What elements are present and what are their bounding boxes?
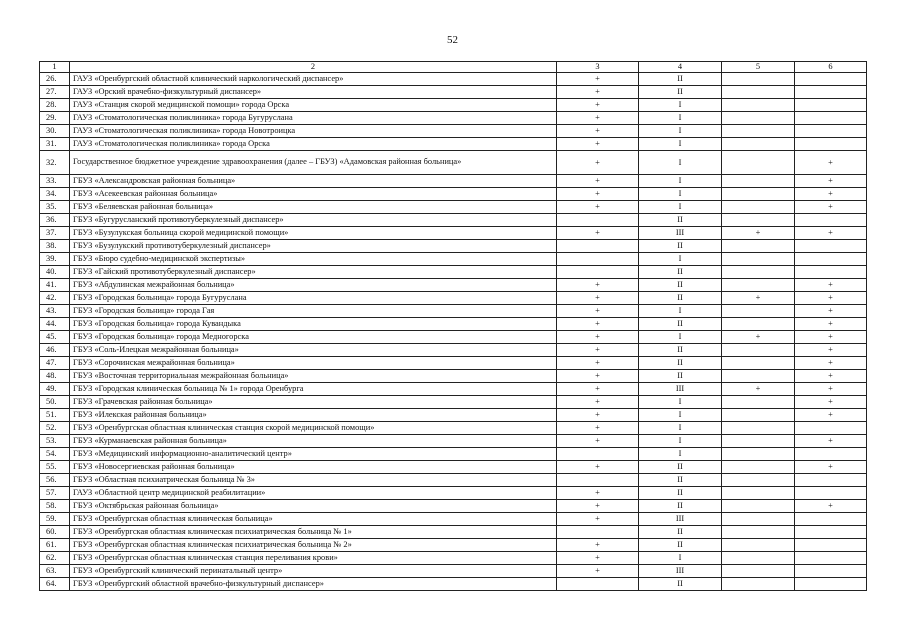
column-3-mark: +: [557, 396, 639, 409]
organization-name: ГБУЗ «Оренбургская областная клиническая психиатрическая больница № 1»: [70, 526, 557, 539]
level-value: II: [639, 292, 722, 305]
table-row: [40, 526, 867, 539]
level-value: II: [639, 370, 722, 383]
organization-name: ГБУЗ «Бюро судебно-медицинской экспертизы»: [70, 253, 557, 266]
organization-name: ГБУЗ «Курманаевская районная больница»: [70, 435, 557, 448]
column-6-mark: +: [795, 279, 867, 292]
organization-name: ГАУЗ «Орский врачебно-физкультурный диспансер»: [70, 86, 557, 99]
organization-name: ГБУЗ «Оренбургская областная клиническая больница»: [70, 513, 557, 526]
level-value: I: [639, 435, 722, 448]
row-number: 46.: [40, 344, 70, 357]
column-6-mark: +: [795, 305, 867, 318]
column-5-mark: [722, 305, 795, 318]
column-5-mark: [722, 487, 795, 500]
row-number: 27.: [40, 86, 70, 99]
row-number: 28.: [40, 99, 70, 112]
level-value: II: [639, 344, 722, 357]
column-6-mark: +: [795, 318, 867, 331]
level-value: I: [639, 138, 722, 151]
column-6-mark: +: [795, 500, 867, 513]
level-value: I: [639, 253, 722, 266]
column-5-mark: +: [722, 331, 795, 344]
table-row: [40, 448, 867, 461]
table-row: [40, 73, 867, 86]
column-5-mark: [722, 539, 795, 552]
organization-name: ГБУЗ «Оренбургская областная клиническая психиатрическая больница № 2»: [70, 539, 557, 552]
organization-name: ГБУЗ «Областная психиатрическая больница № 3»: [70, 474, 557, 487]
level-value: II: [639, 73, 722, 86]
column-3-mark: +: [557, 151, 639, 175]
row-number: 56.: [40, 474, 70, 487]
row-number: 50.: [40, 396, 70, 409]
level-value: I: [639, 99, 722, 112]
row-number: 33.: [40, 175, 70, 188]
organization-name: ГБУЗ «Грачевская районная больница»: [70, 396, 557, 409]
column-5-mark: [722, 138, 795, 151]
organization-name: ГБУЗ «Сорочинская межрайонная больница»: [70, 357, 557, 370]
column-header: 4: [639, 62, 722, 73]
level-value: III: [639, 383, 722, 396]
column-5-mark: [722, 578, 795, 591]
column-6-mark: [795, 422, 867, 435]
column-5-mark: [722, 214, 795, 227]
column-6-mark: [795, 138, 867, 151]
organization-name: Государственное бюджетное учреждение здравоохранения (далее – ГБУЗ) «Адамовская районная больница»: [70, 151, 557, 175]
table-row: [40, 344, 867, 357]
organization-name: ГБУЗ «Оренбургский областной врачебно-физкультурный диспансер»: [70, 578, 557, 591]
column-5-mark: [722, 552, 795, 565]
column-3-mark: +: [557, 513, 639, 526]
organization-name: ГАУЗ «Оренбургский областной клинический наркологический диспансер»: [70, 73, 557, 86]
row-number: 37.: [40, 227, 70, 240]
table-row: [40, 383, 867, 396]
level-value: II: [639, 474, 722, 487]
column-5-mark: [722, 188, 795, 201]
column-3-mark: +: [557, 552, 639, 565]
column-3-mark: +: [557, 188, 639, 201]
column-5-mark: [722, 86, 795, 99]
column-5-mark: [722, 396, 795, 409]
organization-name: ГБУЗ «Городская больница» города Медногорска: [70, 331, 557, 344]
organization-name: ГБУЗ «Бугурусланский противотуберкулезный диспансер»: [70, 214, 557, 227]
table-row: [40, 227, 867, 240]
row-number: 60.: [40, 526, 70, 539]
row-number: 61.: [40, 539, 70, 552]
page-number: 52: [447, 34, 458, 46]
column-3-mark: +: [557, 565, 639, 578]
row-number: 42.: [40, 292, 70, 305]
organization-name: ГАУЗ «Областной центр медицинской реабилитации»: [70, 487, 557, 500]
column-6-mark: [795, 513, 867, 526]
column-5-mark: [722, 474, 795, 487]
level-value: II: [639, 526, 722, 539]
table-row: [40, 201, 867, 214]
organization-name: ГБУЗ «Оренбургский клинический перинатальный центр»: [70, 565, 557, 578]
column-3-mark: +: [557, 112, 639, 125]
level-value: II: [639, 318, 722, 331]
column-3-mark: +: [557, 175, 639, 188]
column-5-mark: [722, 370, 795, 383]
column-header: 3: [557, 62, 639, 73]
row-number: 31.: [40, 138, 70, 151]
organization-name: ГБУЗ «Беляевская районная больница»: [70, 201, 557, 214]
level-value: I: [639, 409, 722, 422]
column-5-mark: [722, 266, 795, 279]
column-header: 2: [70, 62, 557, 73]
organization-name: ГАУЗ «Стоматологическая поликлиника» города Орска: [70, 138, 557, 151]
column-3-mark: +: [557, 461, 639, 474]
column-6-mark: [795, 266, 867, 279]
table-row: [40, 125, 867, 138]
column-3-mark: [557, 253, 639, 266]
column-5-mark: [722, 125, 795, 138]
column-3-mark: +: [557, 357, 639, 370]
column-3-mark: [557, 214, 639, 227]
row-number: 36.: [40, 214, 70, 227]
column-3-mark: +: [557, 435, 639, 448]
column-5-mark: [722, 151, 795, 175]
table-row: [40, 357, 867, 370]
column-5-mark: [722, 201, 795, 214]
column-6-mark: +: [795, 357, 867, 370]
column-6-mark: [795, 487, 867, 500]
column-6-mark: +: [795, 151, 867, 175]
column-3-mark: +: [557, 422, 639, 435]
organization-name: ГБУЗ «Городская больница» города Бугуруслана: [70, 292, 557, 305]
organization-name: ГБУЗ «Медицинский информационно-аналитический центр»: [70, 448, 557, 461]
table-row: [40, 552, 867, 565]
level-value: I: [639, 331, 722, 344]
level-value: II: [639, 266, 722, 279]
table-body: [40, 62, 867, 591]
column-3-mark: +: [557, 500, 639, 513]
organization-name: ГБУЗ «Новосергиевская районная больница»: [70, 461, 557, 474]
column-3-mark: +: [557, 138, 639, 151]
column-3-mark: [557, 240, 639, 253]
column-5-mark: [722, 461, 795, 474]
column-3-mark: [557, 526, 639, 539]
row-number: 51.: [40, 409, 70, 422]
table-row: [40, 86, 867, 99]
column-6-mark: [795, 539, 867, 552]
row-number: 30.: [40, 125, 70, 138]
column-5-mark: [722, 253, 795, 266]
organization-name: ГБУЗ «Городская больница» города Гая: [70, 305, 557, 318]
column-5-mark: [722, 565, 795, 578]
level-value: II: [639, 357, 722, 370]
column-6-mark: +: [795, 435, 867, 448]
row-number: 64.: [40, 578, 70, 591]
organization-name: ГБУЗ «Бузулукская больница скорой медицинской помощи»: [70, 227, 557, 240]
table-row: [40, 461, 867, 474]
column-6-mark: +: [795, 396, 867, 409]
column-6-mark: +: [795, 201, 867, 214]
table-row: [40, 266, 867, 279]
column-6-mark: +: [795, 292, 867, 305]
column-5-mark: [722, 318, 795, 331]
row-number: 26.: [40, 73, 70, 86]
column-6-mark: [795, 214, 867, 227]
organization-name: ГБУЗ «Оренбургская областная клиническая станция скорой медицинской помощи»: [70, 422, 557, 435]
level-value: II: [639, 539, 722, 552]
column-6-mark: [795, 448, 867, 461]
organization-name: ГБУЗ «Абдулинская межрайонная больница»: [70, 279, 557, 292]
column-5-mark: [722, 513, 795, 526]
level-value: II: [639, 500, 722, 513]
column-6-mark: [795, 112, 867, 125]
table-row: [40, 292, 867, 305]
column-3-mark: +: [557, 201, 639, 214]
table-row: [40, 331, 867, 344]
level-value: III: [639, 565, 722, 578]
row-number: 38.: [40, 240, 70, 253]
column-6-mark: +: [795, 461, 867, 474]
table-row: [40, 539, 867, 552]
column-5-mark: [722, 357, 795, 370]
level-value: II: [639, 279, 722, 292]
row-number: 52.: [40, 422, 70, 435]
column-6-mark: [795, 253, 867, 266]
column-3-mark: [557, 266, 639, 279]
row-number: 62.: [40, 552, 70, 565]
table-row: [40, 396, 867, 409]
column-5-mark: [722, 422, 795, 435]
row-number: 34.: [40, 188, 70, 201]
level-value: III: [639, 513, 722, 526]
table-row: [40, 175, 867, 188]
organization-name: ГБУЗ «Оренбургская областная клиническая станция переливания крови»: [70, 552, 557, 565]
column-5-mark: [722, 500, 795, 513]
level-value: I: [639, 552, 722, 565]
organization-name: ГБУЗ «Городская клиническая больница № 1» города Оренбурга: [70, 383, 557, 396]
column-6-mark: [795, 578, 867, 591]
column-3-mark: +: [557, 279, 639, 292]
column-5-mark: [722, 240, 795, 253]
column-3-mark: +: [557, 383, 639, 396]
table-row: [40, 565, 867, 578]
table-row: [40, 513, 867, 526]
column-header: 1: [40, 62, 70, 73]
row-number: 57.: [40, 487, 70, 500]
column-3-mark: +: [557, 331, 639, 344]
column-6-mark: [795, 73, 867, 86]
column-5-mark: +: [722, 292, 795, 305]
organization-name: ГАУЗ «Станция скорой медицинской помощи» города Орска: [70, 99, 557, 112]
table-row: [40, 318, 867, 331]
level-value: II: [639, 578, 722, 591]
column-3-mark: [557, 448, 639, 461]
column-header: 5: [722, 62, 795, 73]
level-value: I: [639, 125, 722, 138]
column-5-mark: [722, 279, 795, 292]
column-5-mark: +: [722, 227, 795, 240]
level-value: II: [639, 86, 722, 99]
column-3-mark: +: [557, 539, 639, 552]
table-row: [40, 253, 867, 266]
column-3-mark: +: [557, 409, 639, 422]
column-3-mark: +: [557, 125, 639, 138]
table-row: [40, 487, 867, 500]
table-row: [40, 214, 867, 227]
column-6-mark: +: [795, 227, 867, 240]
column-3-mark: [557, 578, 639, 591]
column-5-mark: [722, 409, 795, 422]
row-number: 54.: [40, 448, 70, 461]
table-row: [40, 435, 867, 448]
table-row: [40, 240, 867, 253]
table-row: [40, 188, 867, 201]
row-number: 63.: [40, 565, 70, 578]
organization-name: ГБУЗ «Городская больница» города Кувандыка: [70, 318, 557, 331]
row-number: 40.: [40, 266, 70, 279]
column-5-mark: +: [722, 383, 795, 396]
column-3-mark: +: [557, 370, 639, 383]
row-number: 58.: [40, 500, 70, 513]
level-value: II: [639, 487, 722, 500]
column-6-mark: [795, 240, 867, 253]
table-row: [40, 112, 867, 125]
column-6-mark: [795, 125, 867, 138]
column-6-mark: +: [795, 188, 867, 201]
header-row: [40, 62, 867, 73]
column-5-mark: [722, 448, 795, 461]
column-6-mark: +: [795, 370, 867, 383]
table-row: [40, 409, 867, 422]
table-row: [40, 279, 867, 292]
row-number: 29.: [40, 112, 70, 125]
level-value: I: [639, 422, 722, 435]
organization-name: ГБУЗ «Восточная территориальная межрайонная больница»: [70, 370, 557, 383]
organization-name: ГБУЗ «Гайский противотуберкулезный диспансер»: [70, 266, 557, 279]
level-value: I: [639, 188, 722, 201]
column-6-mark: [795, 526, 867, 539]
row-number: 47.: [40, 357, 70, 370]
column-3-mark: +: [557, 86, 639, 99]
column-5-mark: [722, 175, 795, 188]
level-value: II: [639, 214, 722, 227]
column-3-mark: +: [557, 318, 639, 331]
row-number: 44.: [40, 318, 70, 331]
level-value: I: [639, 448, 722, 461]
column-6-mark: +: [795, 383, 867, 396]
row-number: 35.: [40, 201, 70, 214]
row-number: 55.: [40, 461, 70, 474]
row-number: 43.: [40, 305, 70, 318]
column-6-mark: +: [795, 331, 867, 344]
column-5-mark: [722, 344, 795, 357]
row-number: 39.: [40, 253, 70, 266]
column-3-mark: +: [557, 487, 639, 500]
column-3-mark: +: [557, 344, 639, 357]
column-6-mark: +: [795, 175, 867, 188]
column-6-mark: +: [795, 344, 867, 357]
organization-name: ГБУЗ «Александровская районная больница»: [70, 175, 557, 188]
column-5-mark: [722, 526, 795, 539]
column-6-mark: [795, 474, 867, 487]
facilities-table: [39, 61, 867, 591]
column-3-mark: [557, 474, 639, 487]
column-6-mark: [795, 565, 867, 578]
organization-name: ГАУЗ «Стоматологическая поликлиника» города Бугуруслана: [70, 112, 557, 125]
level-value: I: [639, 151, 722, 175]
organization-name: ГАУЗ «Стоматологическая поликлиника» города Новотроицка: [70, 125, 557, 138]
column-6-mark: [795, 552, 867, 565]
column-3-mark: +: [557, 292, 639, 305]
column-5-mark: [722, 112, 795, 125]
column-3-mark: +: [557, 227, 639, 240]
table-row: [40, 305, 867, 318]
row-number: 53.: [40, 435, 70, 448]
column-3-mark: +: [557, 305, 639, 318]
column-6-mark: +: [795, 409, 867, 422]
level-value: I: [639, 201, 722, 214]
row-number: 32.: [40, 151, 70, 175]
table-row: [40, 99, 867, 112]
level-value: I: [639, 112, 722, 125]
level-value: I: [639, 175, 722, 188]
column-5-mark: [722, 73, 795, 86]
organization-name: ГБУЗ «Соль-Илецкая межрайонная больница»: [70, 344, 557, 357]
column-3-mark: +: [557, 99, 639, 112]
table-row: [40, 422, 867, 435]
row-number: 45.: [40, 331, 70, 344]
table-row: [40, 578, 867, 591]
table-row: [40, 474, 867, 487]
row-number: 59.: [40, 513, 70, 526]
table-row: [40, 500, 867, 513]
level-value: I: [639, 305, 722, 318]
level-value: II: [639, 240, 722, 253]
organization-name: ГБУЗ «Илекская районная больница»: [70, 409, 557, 422]
column-5-mark: [722, 435, 795, 448]
row-number: 41.: [40, 279, 70, 292]
organization-name: ГБУЗ «Октябрьская районная больница»: [70, 500, 557, 513]
table-row: [40, 151, 867, 175]
column-6-mark: [795, 86, 867, 99]
column-3-mark: +: [557, 73, 639, 86]
organization-name: ГБУЗ «Бузулукский противотуберкулезный диспансер»: [70, 240, 557, 253]
column-6-mark: [795, 99, 867, 112]
row-number: 48.: [40, 370, 70, 383]
table-row: [40, 370, 867, 383]
table-row: [40, 138, 867, 151]
organization-name: ГБУЗ «Асекеевская районная больница»: [70, 188, 557, 201]
level-value: II: [639, 461, 722, 474]
column-5-mark: [722, 99, 795, 112]
column-header: 6: [795, 62, 867, 73]
level-value: III: [639, 227, 722, 240]
row-number: 49.: [40, 383, 70, 396]
level-value: I: [639, 396, 722, 409]
